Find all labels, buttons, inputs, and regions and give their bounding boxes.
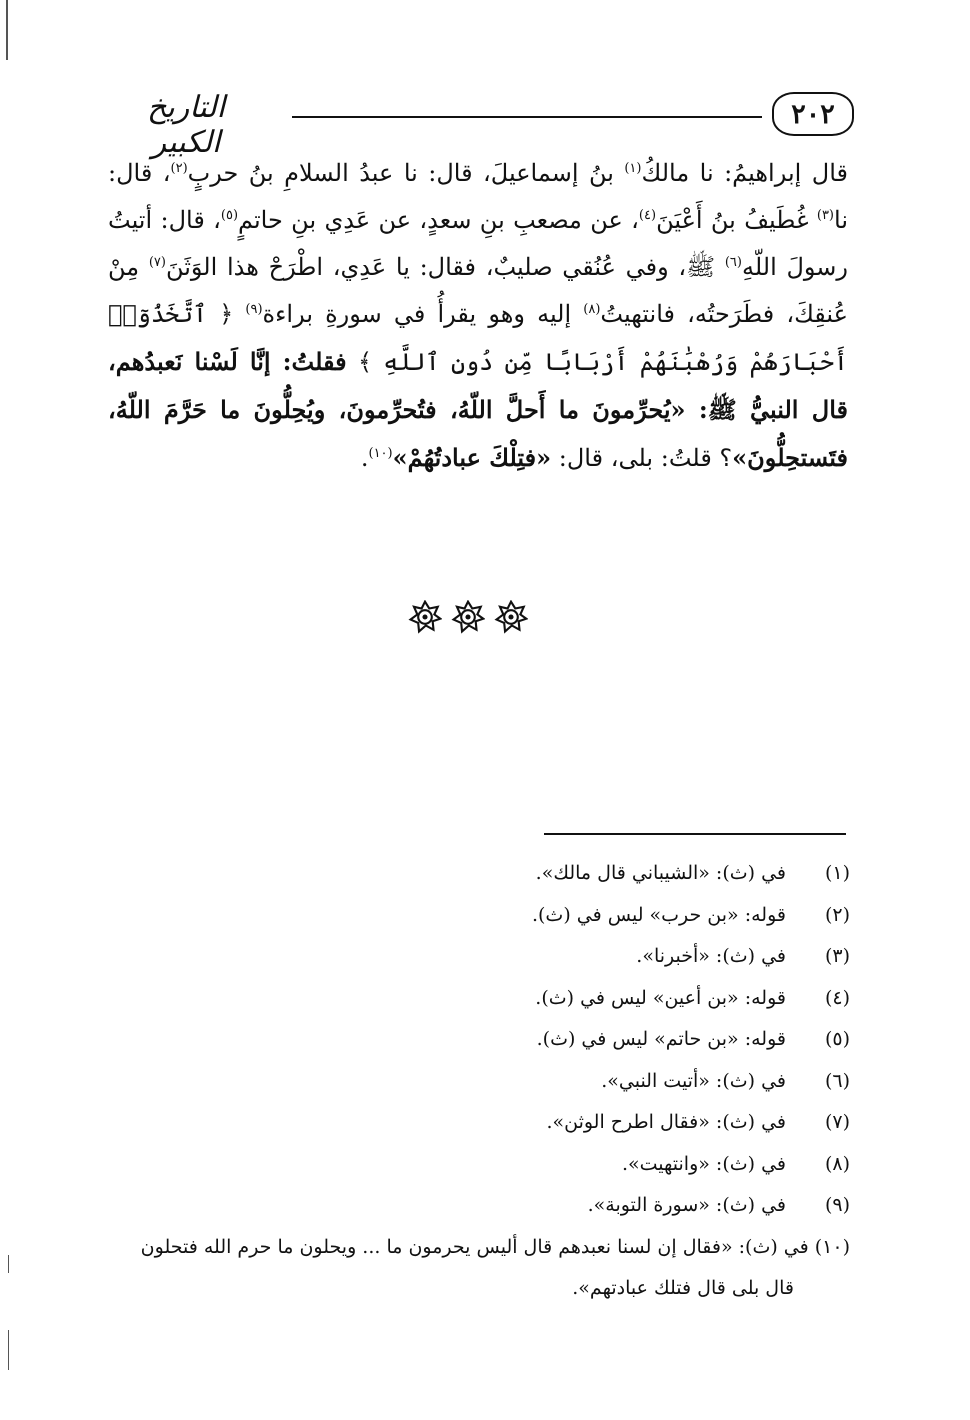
footnote-text: قوله: «بن حاتم» ليس في (ث). [536, 1028, 786, 1050]
footnote-text: في (ث): «سورة التوبة». [587, 1194, 786, 1216]
scan-edge-mark [8, 1330, 9, 1370]
footnote-text: في (ث): «وانتهيت». [621, 1152, 786, 1175]
text-run: ، عن مصعبِ بنِ سعدٍ، عن عَدِي بنِ حاتمٍ [238, 206, 639, 234]
text-run: قال إبراهيمُ: نا مالكُ [641, 159, 848, 187]
book-title: التاريخ الكبير [147, 90, 225, 160]
footnote-ref: (٩) [245, 302, 263, 317]
footnote-item [100, 1061, 850, 1103]
header-rule [292, 116, 762, 118]
main-text [108, 150, 848, 482]
footnote-item [100, 1227, 850, 1269]
text-run: ، قال: نا [108, 159, 848, 234]
text-run: ؟ قلتُ: بلى، قال: [551, 444, 733, 472]
footnote-number: (٩) [824, 1194, 850, 1216]
hadith-quote: «يُحرِّمونَ ما أَحلَّ اللّهُ، فتُحرِّمونَ، ويُحِلُّونَ ما حَرَّمَ اللّهُ، فتَستحِلُّونَ» [108, 395, 848, 472]
main-paragraph [108, 150, 848, 482]
footnote-ref: (٨) [583, 302, 601, 317]
quran-verse: ﴿ ٱتَّخَذُوٓا۟ أَحْبَارَهُمْ وَرُهْبَٰنَهُمْ أَرْبَابًا مِّن دُونِ ٱللَّهِ ﴾ [108, 300, 848, 376]
footnote-number: (٦) [824, 1069, 850, 1092]
footnote-ref: (١) [624, 161, 642, 176]
flower-ornament-icon [408, 600, 442, 634]
text-run: ﷺ، وفي عُنُقي صليبٌ، فقال: يا عَدِي، اطْرَحْ هذا الوَثَنَ [165, 253, 725, 281]
footnote-ref: (٧) [148, 255, 166, 270]
scan-edge-mark [8, 1255, 9, 1273]
text-run: إليه وهو يقرأُ في سورةِ براءة [262, 300, 584, 328]
footnote-ref: (١٠) [368, 446, 393, 461]
footnote-rule [544, 833, 846, 835]
footnote-text: في (ث): «أتيت النبي». [601, 1069, 786, 1092]
text-run: فقلتُ: إنَّا لَسْنا نَعبدُهم، قال النبيُّ ﷺ: [108, 347, 848, 424]
footnote-number: (٢) [824, 903, 850, 926]
footnote-item [100, 853, 850, 895]
page-number-badge: ٢٠٢ [772, 92, 854, 136]
footnote-item [100, 1019, 850, 1061]
footnote-text: في (ث): «الشيباني قال مالك». [535, 862, 786, 884]
footnote-item [100, 895, 850, 937]
page-header [108, 90, 854, 160]
footnote-item [100, 1185, 850, 1227]
footnote-ref: (٦) [724, 255, 742, 270]
footnote-number: (٣) [824, 945, 850, 967]
footnote-text: في (ث): «فقال اطرح الوثن». [546, 1111, 786, 1133]
text-run: ، قال: أتيتُ رسولَ اللّهِ [108, 206, 848, 281]
footnote-number: (٨) [824, 1152, 850, 1175]
flower-ornament-icon [494, 600, 528, 634]
footnotes [100, 853, 850, 1310]
footnote-ref: (٢) [170, 161, 188, 176]
footnote-text: قوله: «بن أعين» ليس في (ث). [535, 986, 786, 1009]
text-run: . [360, 444, 369, 472]
footnote-item [100, 978, 850, 1020]
hadith-quote: «فتِلْكَ عبادتُهُمْ» [392, 443, 552, 472]
text-run: مِنْ عُنقِكَ، فطَرَحتُه، فانتهيتُ [108, 253, 848, 328]
footnote-item [100, 936, 850, 978]
footnote-number: (١) [824, 862, 850, 884]
footnote-item [100, 1102, 850, 1144]
footnote-number: (٥) [824, 1028, 850, 1050]
footnote-number: (٤) [824, 986, 850, 1009]
text-run: غُطَيفُ بنُ أَعْيَنَ [656, 206, 817, 234]
footnote-continuation: قال بلى قال فتلك عبادتهم». [572, 1277, 794, 1299]
footnote-item [100, 1144, 850, 1186]
footnote-ref: (٤) [638, 208, 657, 223]
footnote-text: في (ث): «فقال إن لسنا نعبدهم قال أليس يحرمون ما ... ويحلون ما حرم الله فتحلون [140, 1235, 809, 1258]
footnote-text: قوله: «بن حرب» ليس في (ث). [531, 903, 786, 926]
text-run: بنُ إسماعيلَ، قال: نا عبدُ السلامِ بنُ حربٍ [187, 159, 625, 187]
section-divider-ornament [408, 600, 528, 640]
scan-edge-mark [6, 0, 8, 60]
footnote-ref: (٥) [220, 208, 239, 223]
footnote-number: (٧) [824, 1111, 850, 1133]
footnote-number: (١٠) [814, 1235, 850, 1258]
flower-ornament-icon [451, 600, 485, 634]
footnote-text: في (ث): «أخبرنا». [636, 945, 786, 967]
footnote-ref: (٣) [816, 208, 834, 223]
